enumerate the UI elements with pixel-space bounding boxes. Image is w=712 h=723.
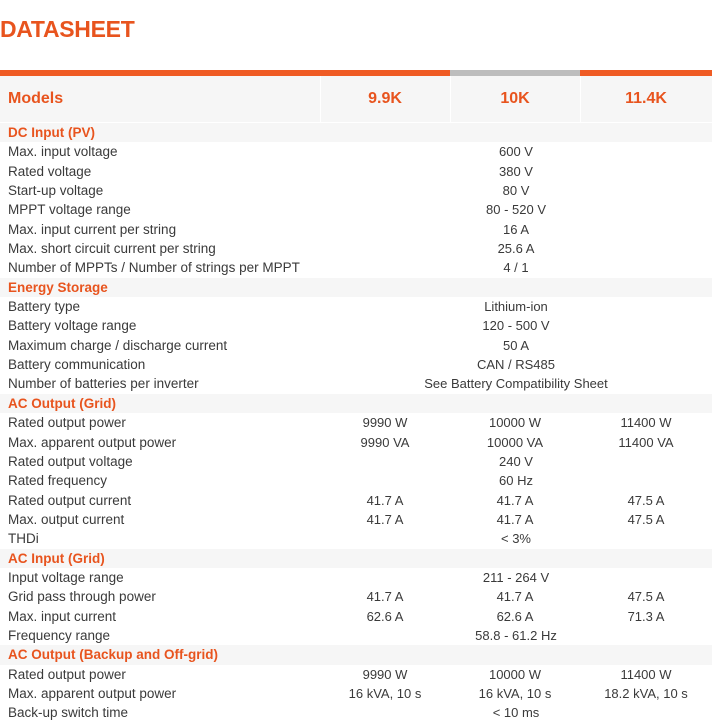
spec-value-11-4k: 11400 VA [618,434,674,450]
spec-value: 25.6 A [497,241,535,257]
spec-value-11-4k: 47.5 A [627,511,665,527]
spec-value: 240 V [499,453,533,469]
spec-row [0,587,712,606]
spec-row [0,626,712,645]
model-column-9-9k: 9.9K [368,90,402,107]
spec-row [0,568,712,587]
spec-value-10k: 62.6 A [496,608,534,624]
spec-value: < 10 ms [492,705,540,721]
spec-value-10k: 16 kVA, 10 s [478,685,552,701]
section-title: DC Input (PV) [8,125,95,140]
spec-label: Grid pass through power [8,589,156,605]
spec-value: 80 V [502,183,530,199]
spec-value: CAN / RS485 [476,357,556,373]
spec-row [0,181,712,200]
spec-row [0,316,712,335]
section-header [0,394,712,413]
spec-value-10k: 10000 W [488,415,542,431]
spec-value-9-9k: 9990 VA [360,434,410,450]
spec-row [0,162,712,181]
spec-label: THDi [8,531,39,547]
spec-value-11-4k: 47.5 A [627,589,665,605]
spec-label: Maximum charge / discharge current [8,337,228,353]
spec-row [0,258,712,277]
spec-label: Max. output current [8,511,125,527]
model-column-11-4k: 11.4K [625,90,667,107]
spec-value: 80 - 520 V [486,202,546,218]
spec-row [0,355,712,374]
column-divider [580,76,581,122]
spec-value-9-9k: 41.7 A [366,492,404,508]
section-title: Energy Storage [8,279,108,295]
spec-table [0,123,712,723]
spec-label: Rated output current [8,492,132,508]
spec-row [0,510,712,529]
section-title: AC Output (Backup and Off-grid) [8,647,218,663]
spec-value: 380 V [499,163,533,179]
spec-value: 50 A [502,337,530,353]
spec-label: Max. input current per string [8,221,177,237]
page-title: DATASHEET [0,16,135,42]
spec-row [0,142,712,161]
spec-row [0,529,712,548]
spec-label: Frequency range [8,627,111,643]
spec-value-11-4k: 11400 W [620,415,672,431]
spec-row [0,220,712,239]
spec-value-9-9k: 9990 W [362,666,408,682]
spec-value-10k: 41.7 A [496,492,534,508]
spec-value-11-4k: 47.5 A [627,492,665,508]
spec-label: Rated output power [8,666,126,682]
spec-value-11-4k: 18.2 kVA, 10 s [604,685,688,701]
spec-value-9-9k: 41.7 A [366,511,404,527]
spec-row [0,374,712,393]
spec-label: Number of batteries per inverter [8,376,199,392]
spec-label: Rated output power [8,415,126,431]
spec-label: Battery voltage range [8,318,137,334]
spec-row [0,452,712,471]
spec-value: < 3% [501,531,531,547]
section-header [0,645,712,664]
spec-label: Back-up switch time [8,705,129,721]
models-header-row [0,76,712,122]
spec-row [0,413,712,432]
spec-value-10k: 41.7 A [496,589,534,605]
spec-label: Max. apparent output power [8,685,177,701]
spec-label: MPPT voltage range [8,202,131,218]
model-column-10k: 10K [500,90,530,107]
spec-value: 4 / 1 [503,260,529,276]
section-title: AC Output (Grid) [8,395,116,411]
spec-value-11-4k: 71.3 A [627,608,665,624]
spec-value: 60 Hz [499,473,533,489]
spec-row [0,684,712,703]
spec-row [0,433,712,452]
spec-row [0,703,712,722]
spec-value-9-9k: 9990 W [362,415,408,431]
spec-value: 58.8 - 61.2 Hz [475,627,557,643]
spec-value-9-9k: 62.6 A [366,608,404,624]
spec-row [0,297,712,316]
spec-label: Rated frequency [8,473,108,489]
spec-label: Max. input voltage [8,144,118,160]
section-header [0,549,712,568]
spec-row [0,665,712,684]
spec-row [0,200,712,219]
spec-label: Max. apparent output power [8,434,177,450]
spec-label: Max. short circuit current per string [8,241,216,257]
spec-value: 120 - 500 V [482,318,550,334]
spec-label: Battery type [8,299,81,315]
column-divider [320,76,321,122]
models-label: Models [8,90,64,107]
spec-row [0,336,712,355]
spec-label: Rated voltage [8,163,92,179]
spec-value: Lithium-ion [484,299,548,315]
spec-row [0,239,712,258]
spec-value-10k: 10000 VA [486,434,544,450]
spec-label: Input voltage range [8,569,124,585]
spec-label: Start-up voltage [8,183,104,199]
spec-value-10k: 10000 W [488,666,542,682]
spec-label: Rated output voltage [8,453,133,469]
spec-value-9-9k: 41.7 A [366,589,404,605]
spec-value-11-4k: 11400 W [620,666,672,682]
spec-label: Max. input current [8,608,117,624]
spec-row [0,471,712,490]
spec-row [0,491,712,510]
spec-value: 211 - 264 V [482,569,550,585]
spec-label: Number of MPPTs / Number of strings per MPPT [8,260,300,276]
section-header [0,278,712,297]
spec-value-10k: 41.7 A [496,511,534,527]
spec-value: See Battery Compatibility Sheet [424,376,608,392]
spec-label: Battery communication [8,357,146,373]
column-divider [450,76,451,122]
spec-value-9-9k: 16 kVA, 10 s [348,685,422,701]
spec-row [0,607,712,626]
section-title: AC Input (Grid) [8,550,105,566]
section-header [0,123,712,142]
spec-value: 16 A [502,221,530,237]
spec-value: 600 V [499,144,533,160]
